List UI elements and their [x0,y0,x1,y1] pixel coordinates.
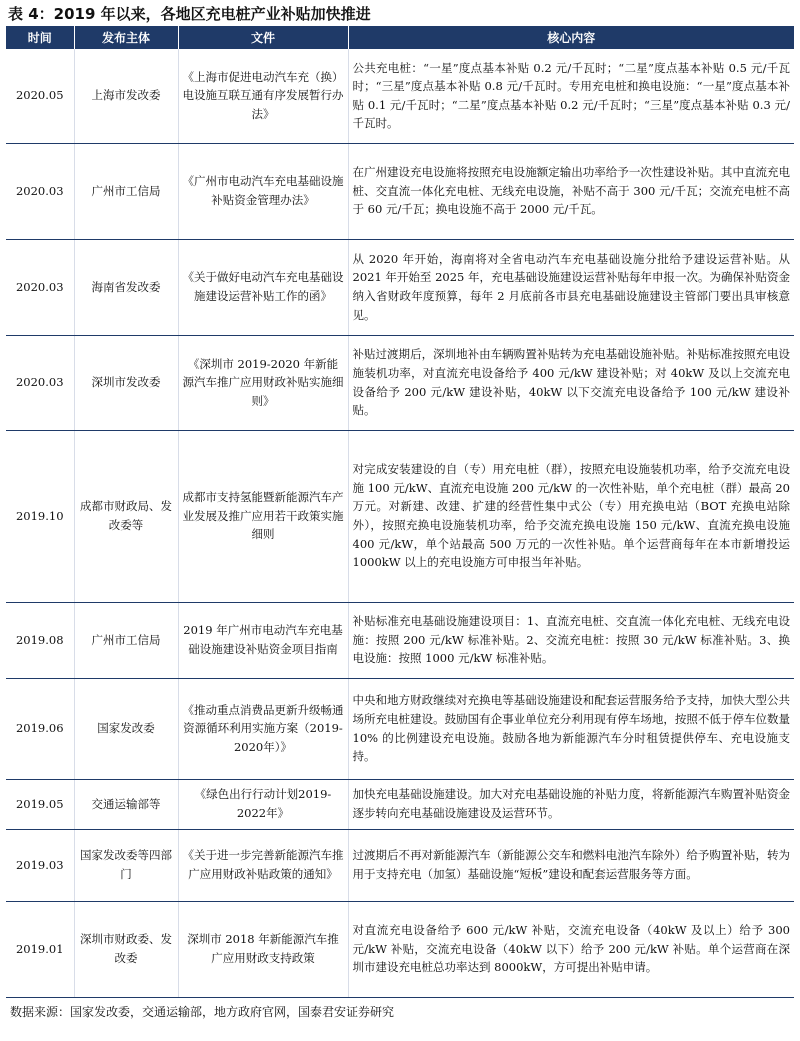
data-source-note: 数据来源：国家发改委，交通运输部，地方政府官网，国泰君安证券研究 [10,1004,395,1019]
header-row [6,26,794,49]
issuer-cell: 上海市发改委 [74,49,178,143]
file-cell: 《广州市电动汽车充电基础设施补贴资金管理办法》 [178,143,348,239]
file-cell: 2019 年广州市电动汽车充电基础设施建设补贴资金项目指南 [178,602,348,678]
time-cell: 2020.05 [6,49,74,143]
content-cell: 对直流充电设备给予 600 元/kW 补贴，交流充电设备（40kW 及以上）给予 300 元/kW 补贴，交流充电设备（40kW 以下）给予 200 元/kW 补贴。单个运营商在深圳市建设充电桩总功率达到 8000kW，方可提出补贴申请。 [348,901,794,997]
file-cell: 《关于进一步完善新能源汽车推广应用财政补贴政策的通知》 [178,829,348,901]
table-title: 表 4：2019 年以来，各地区充电桩产业补贴加快推进 [8,5,371,23]
file-cell: 成都市支持氢能暨新能源汽车产业发展及推广应用若干政策实施细则 [178,430,348,602]
column-header-issuer: 发布主体 [74,26,178,49]
file-cell: 《推动重点消费品更新升级畅通资源循环利用实施方案（2019-2020年）》 [178,678,348,779]
time-cell: 2019.05 [6,779,74,829]
content-cell: 补贴标准充电基础设施建设项目：1、直流充电桩、交直流一体化充电桩、无线充电设施：按照 200 元/kW 标准补贴。2、交流充电桩：按照 30 元/kW 标准补贴。3、换电设施：按照 1000 元/kW 标准补贴。 [348,602,794,678]
time-cell: 2019.03 [6,829,74,901]
column-header-time: 时间 [6,26,74,49]
table-row [6,829,794,901]
content-cell: 加快充电基础设施建设。加大对充电基础设施的补贴力度，将新能源汽车购置补贴资金逐步转向充电基础设施建设及运营环节。 [348,779,794,829]
content-cell: 对完成安装建设的自（专）用充电桩（群），按照充电设施装机功率，给予交流充电设施 100 元/kW、直流充电设施 200 元/kW 的一次性补贴，单个充电桩（群）最高 20 万元。对新建、改建、扩建的经营性集中式公（专）用充换电站（BOT 充换电站除外），按照充换电设施装机功率，给予交流充换电设施 150 元/kW、直流充换电设施 400 元/kW，单个站最高 500 万元的一次性补贴。单个运营商每年在本市新增投运 1000kW 以上的充电设施方可申报当年补贴。 [348,430,794,602]
time-cell: 2019.10 [6,430,74,602]
issuer-cell: 成都市财政局、发改委等 [74,430,178,602]
table-row [6,678,794,779]
column-header-content: 核心内容 [348,26,794,49]
table-row [6,779,794,829]
table-row [6,49,794,143]
issuer-cell: 国家发改委等四部门 [74,829,178,901]
content-cell: 过渡期后不再对新能源汽车（新能源公交车和燃料电池汽车除外）给予购置补贴，转为用于支持充电（加氢）基础设施“短板”建设和配套运营服务等方面。 [348,829,794,901]
table-body [6,49,794,997]
file-cell: 《上海市促进电动汽车充（换）电设施互联互通有序发展暂行办法》 [178,49,348,143]
issuer-cell: 交通运输部等 [74,779,178,829]
column-header-file: 文件 [178,26,348,49]
time-cell: 2019.01 [6,901,74,997]
time-cell: 2020.03 [6,239,74,335]
content-cell: 从 2020 年开始，海南将对全省电动汽车充电基础设施分批给予建设运营补贴。从 2021 年开始至 2025 年，充电基础设施建设运营补贴每年申报一次。为确保补贴资金纳入省财政年度预算，每年 2 月底前各市县充电基础设施建设主管部门要出具审核意见。 [348,239,794,335]
file-cell: 《绿色出行行动计划2019-2022年》 [178,779,348,829]
issuer-cell: 国家发改委 [74,678,178,779]
time-cell: 2020.03 [6,143,74,239]
table-row [6,335,794,430]
issuer-cell: 广州市工信局 [74,143,178,239]
time-cell: 2019.06 [6,678,74,779]
issuer-cell: 深圳市财政委、发改委 [74,901,178,997]
content-cell: 公共充电桩：“一星”度点基本补贴 0.2 元/千瓦时；“二星”度点基本补贴 0.5 元/千瓦时；“三星”度点基本补贴 0.8 元/千瓦时。专用充电桩和换电设施：“一星”度点基本补贴 0.1 元/千瓦时；“二星”度点基本补贴 0.2 元/千瓦时；“三星”度点基本补贴 0.3 元/千瓦时。 [348,49,794,143]
content-cell: 中央和地方财政继续对充换电等基础设施建设和配套运营服务给予支持，加快大型公共场所充电桩建设。鼓励国有企事业单位充分利用现有停车场地，按照不低于停车位数量 10% 的比例建设充电设施。鼓励各地为新能源汽车分时租赁提供停车、充电设施支持。 [348,678,794,779]
table-row [6,143,794,239]
policy-table [6,26,794,998]
table-header [6,26,794,49]
content-cell: 在广州建设充电设施将按照充电设施额定输出功率给予一次性建设补贴。其中直流充电桩、交直流一体化充电桩、无线充电设施，补贴不高于 300 元/千瓦；交流充电桩不高于 60 元/千瓦；换电设施不高于 2000 元/千瓦。 [348,143,794,239]
content-cell: 补贴过渡期后，深圳地补由车辆购置补贴转为充电基础设施补贴。补贴标准按照充电设施装机功率，对直流充电设备给予 400 元/kW 建设补贴；对 40kW 及以上交流充电设备给予 200 元/kW 建设补贴，40kW 以下交流充电设备给予 100 元/kW 建设补贴。 [348,335,794,430]
time-cell: 2019.08 [6,602,74,678]
time-cell: 2020.03 [6,335,74,430]
issuer-cell: 海南省发改委 [74,239,178,335]
table-row [6,430,794,602]
issuer-cell: 广州市工信局 [74,602,178,678]
file-cell: 《深圳市 2019-2020 年新能源汽车推广应用财政补贴实施细则》 [178,335,348,430]
file-cell: 深圳市 2018 年新能源汽车推广应用财政支持政策 [178,901,348,997]
issuer-cell: 深圳市发改委 [74,335,178,430]
table-row [6,901,794,997]
table-row [6,602,794,678]
table-row [6,239,794,335]
file-cell: 《关于做好电动汽车充电基础设施建设运营补贴工作的函》 [178,239,348,335]
